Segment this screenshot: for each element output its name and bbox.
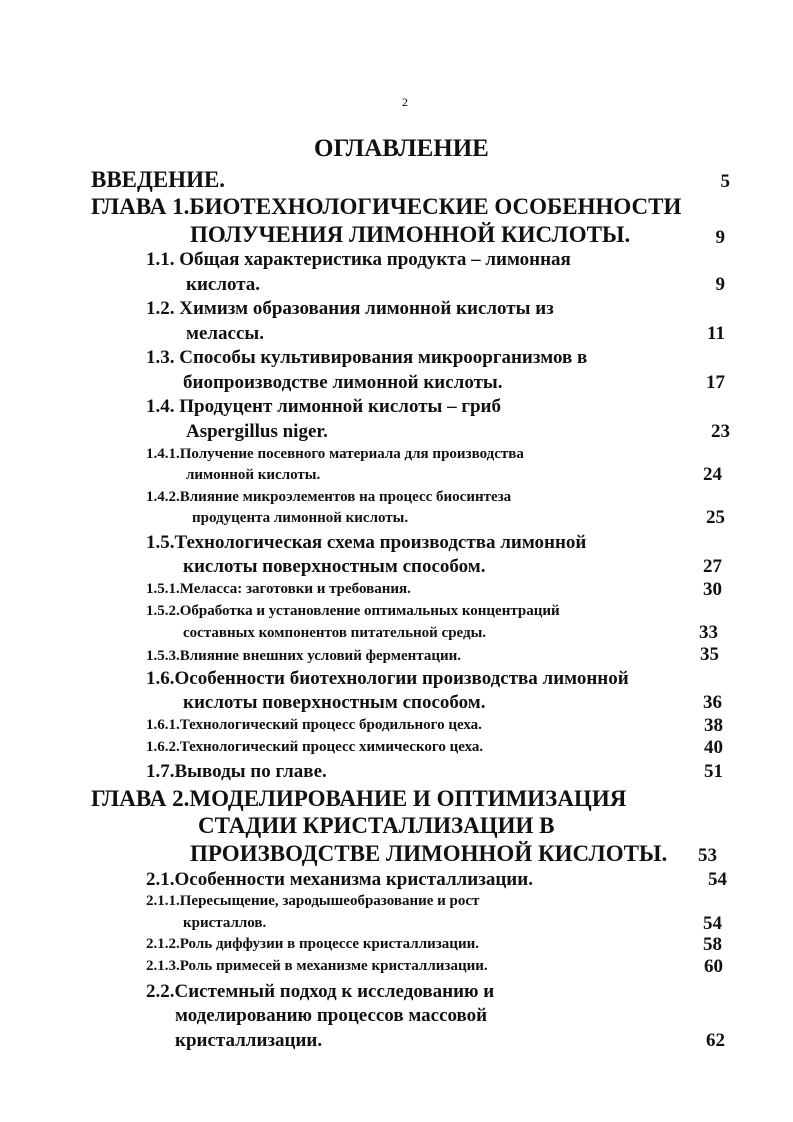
toc-entry-text-continued: кислоты поверхностным способом. [183,556,486,577]
toc-entry-text: 1.6.Особенности биотехнологии производства лимонной [146,668,629,689]
toc-entry-page: 40 [704,737,723,758]
toc-entry-page: 38 [704,715,723,736]
toc-entry-text: 2.2.Системный подход к исследованию и [146,981,495,1002]
toc-entry-page: 54 [708,869,727,890]
toc-entry-page: 17 [706,372,725,393]
toc-entry-text: 1.5.1.Меласса: заготовки и требования. [146,581,411,597]
toc-entry-text-continued: СТАДИИ КРИСТАЛЛИЗАЦИИ В [198,813,555,838]
toc-entry-page: 58 [703,934,722,955]
toc-entry-text-continued: моделированию процессов массовой [175,1005,488,1026]
toc-entry-text-continued: составных компонентов питательной среды. [183,625,487,641]
toc-entry-text-continued: биопроизводстве лимонной кислоты. [183,372,503,393]
toc-entry-text: 1.4.1.Получение посевного материала для производства [146,446,524,462]
toc-entry-text: 2.1.2.Роль диффузии в процессе кристаллизации. [146,936,479,952]
toc-entry-page: 5 [720,171,730,192]
toc-entry-page: 51 [704,761,723,782]
toc-entry-text-continued: кристаллов. [183,915,267,931]
toc-entry-text: 1.5.Технологическая схема производства лимонной [146,532,587,553]
toc-entry-page: 23 [711,421,730,442]
toc-entry-text: 1.4. Продуцент лимонной кислоты – гриб [146,396,502,417]
toc-entry-text-continued: кристаллизации. [175,1030,323,1051]
toc-entry-text: 1.6.1.Технологический процесс бродильного цеха. [146,717,482,733]
toc-entry-page: 9 [715,227,725,248]
toc-entry-text: 1.2. Химизм образования лимонной кислоты из [146,298,554,319]
toc-entry-page: 33 [699,622,718,643]
toc-entry-page: 9 [715,274,725,295]
toc-entry-text: 2.1.1.Пересыщение, зародышеобразование и рост [146,893,480,909]
toc-entry-text: 2.1.Особенности механизма кристаллизации. [146,869,533,890]
toc-entry-page: 24 [703,464,722,485]
toc-entry-page: 54 [703,913,722,934]
toc-entry-text-continued: кислоты поверхностным способом. [183,692,486,713]
toc-entry-text: 1.5.3.Влияние внешних условий ферментации. [146,648,461,664]
toc-entry-text: 2.1.3.Роль примесей в механизме кристаллизации. [146,958,488,974]
toc-entry-text-continued: мелассы. [186,323,264,344]
toc-entry-text: ГЛАВА 2.МОДЕЛИРОВАНИЕ И ОПТИМИЗАЦИЯ [91,786,627,811]
toc-entry-text: ВВЕДЕНИЕ. [91,167,226,192]
toc-entry-text-continued: продуцента лимонной кислоты. [192,510,409,526]
toc-entry-text: 1.1. Общая характеристика продукта – лимонная [146,249,571,270]
toc-entry-page: 36 [703,692,722,713]
page-number: 2 [402,95,408,109]
toc-entry-page: 11 [707,323,725,344]
toc-entry-page: 35 [700,644,719,665]
toc-entry-page: 62 [706,1030,725,1051]
toc-entry-text-continued: ПРОИЗВОДСТВЕ ЛИМОННОЙ КИСЛОТЫ. [190,841,668,866]
toc-entry-page: 53 [698,845,717,866]
toc-entry-text: 1.7.Выводы по главе. [146,761,327,782]
toc-entry-text-continued: Aspergillus niger. [186,421,328,442]
toc-entry-text: ГЛАВА 1.БИОТЕХНОЛОГИЧЕСКИЕ ОСОБЕННОСТИ [91,194,682,219]
toc-entry-text-continued: кислота. [186,274,261,295]
toc-entry-text: 1.4.2.Влияние микроэлементов на процесс биосинтеза [146,489,512,505]
toc-entry-page: 30 [703,579,722,600]
toc-entry-page: 25 [706,507,725,528]
toc-entry-text-continued: ПОЛУЧЕНИЯ ЛИМОННОЙ КИСЛОТЫ. [190,222,631,247]
toc-entry-text: 1.3. Способы культивирования микроорганизмов в [146,347,588,368]
toc-entry-text: 1.6.2.Технологический процесс химического цеха. [146,739,484,755]
toc-entry-page: 27 [703,556,722,577]
toc-entry-text: 1.5.2.Обработка и установление оптимальных концентраций [146,603,560,619]
toc-entry-page: 60 [704,956,723,977]
toc-entry-text-continued: лимонной кислоты. [186,467,321,483]
toc-title: ОГЛАВЛЕНИЕ [314,135,489,162]
